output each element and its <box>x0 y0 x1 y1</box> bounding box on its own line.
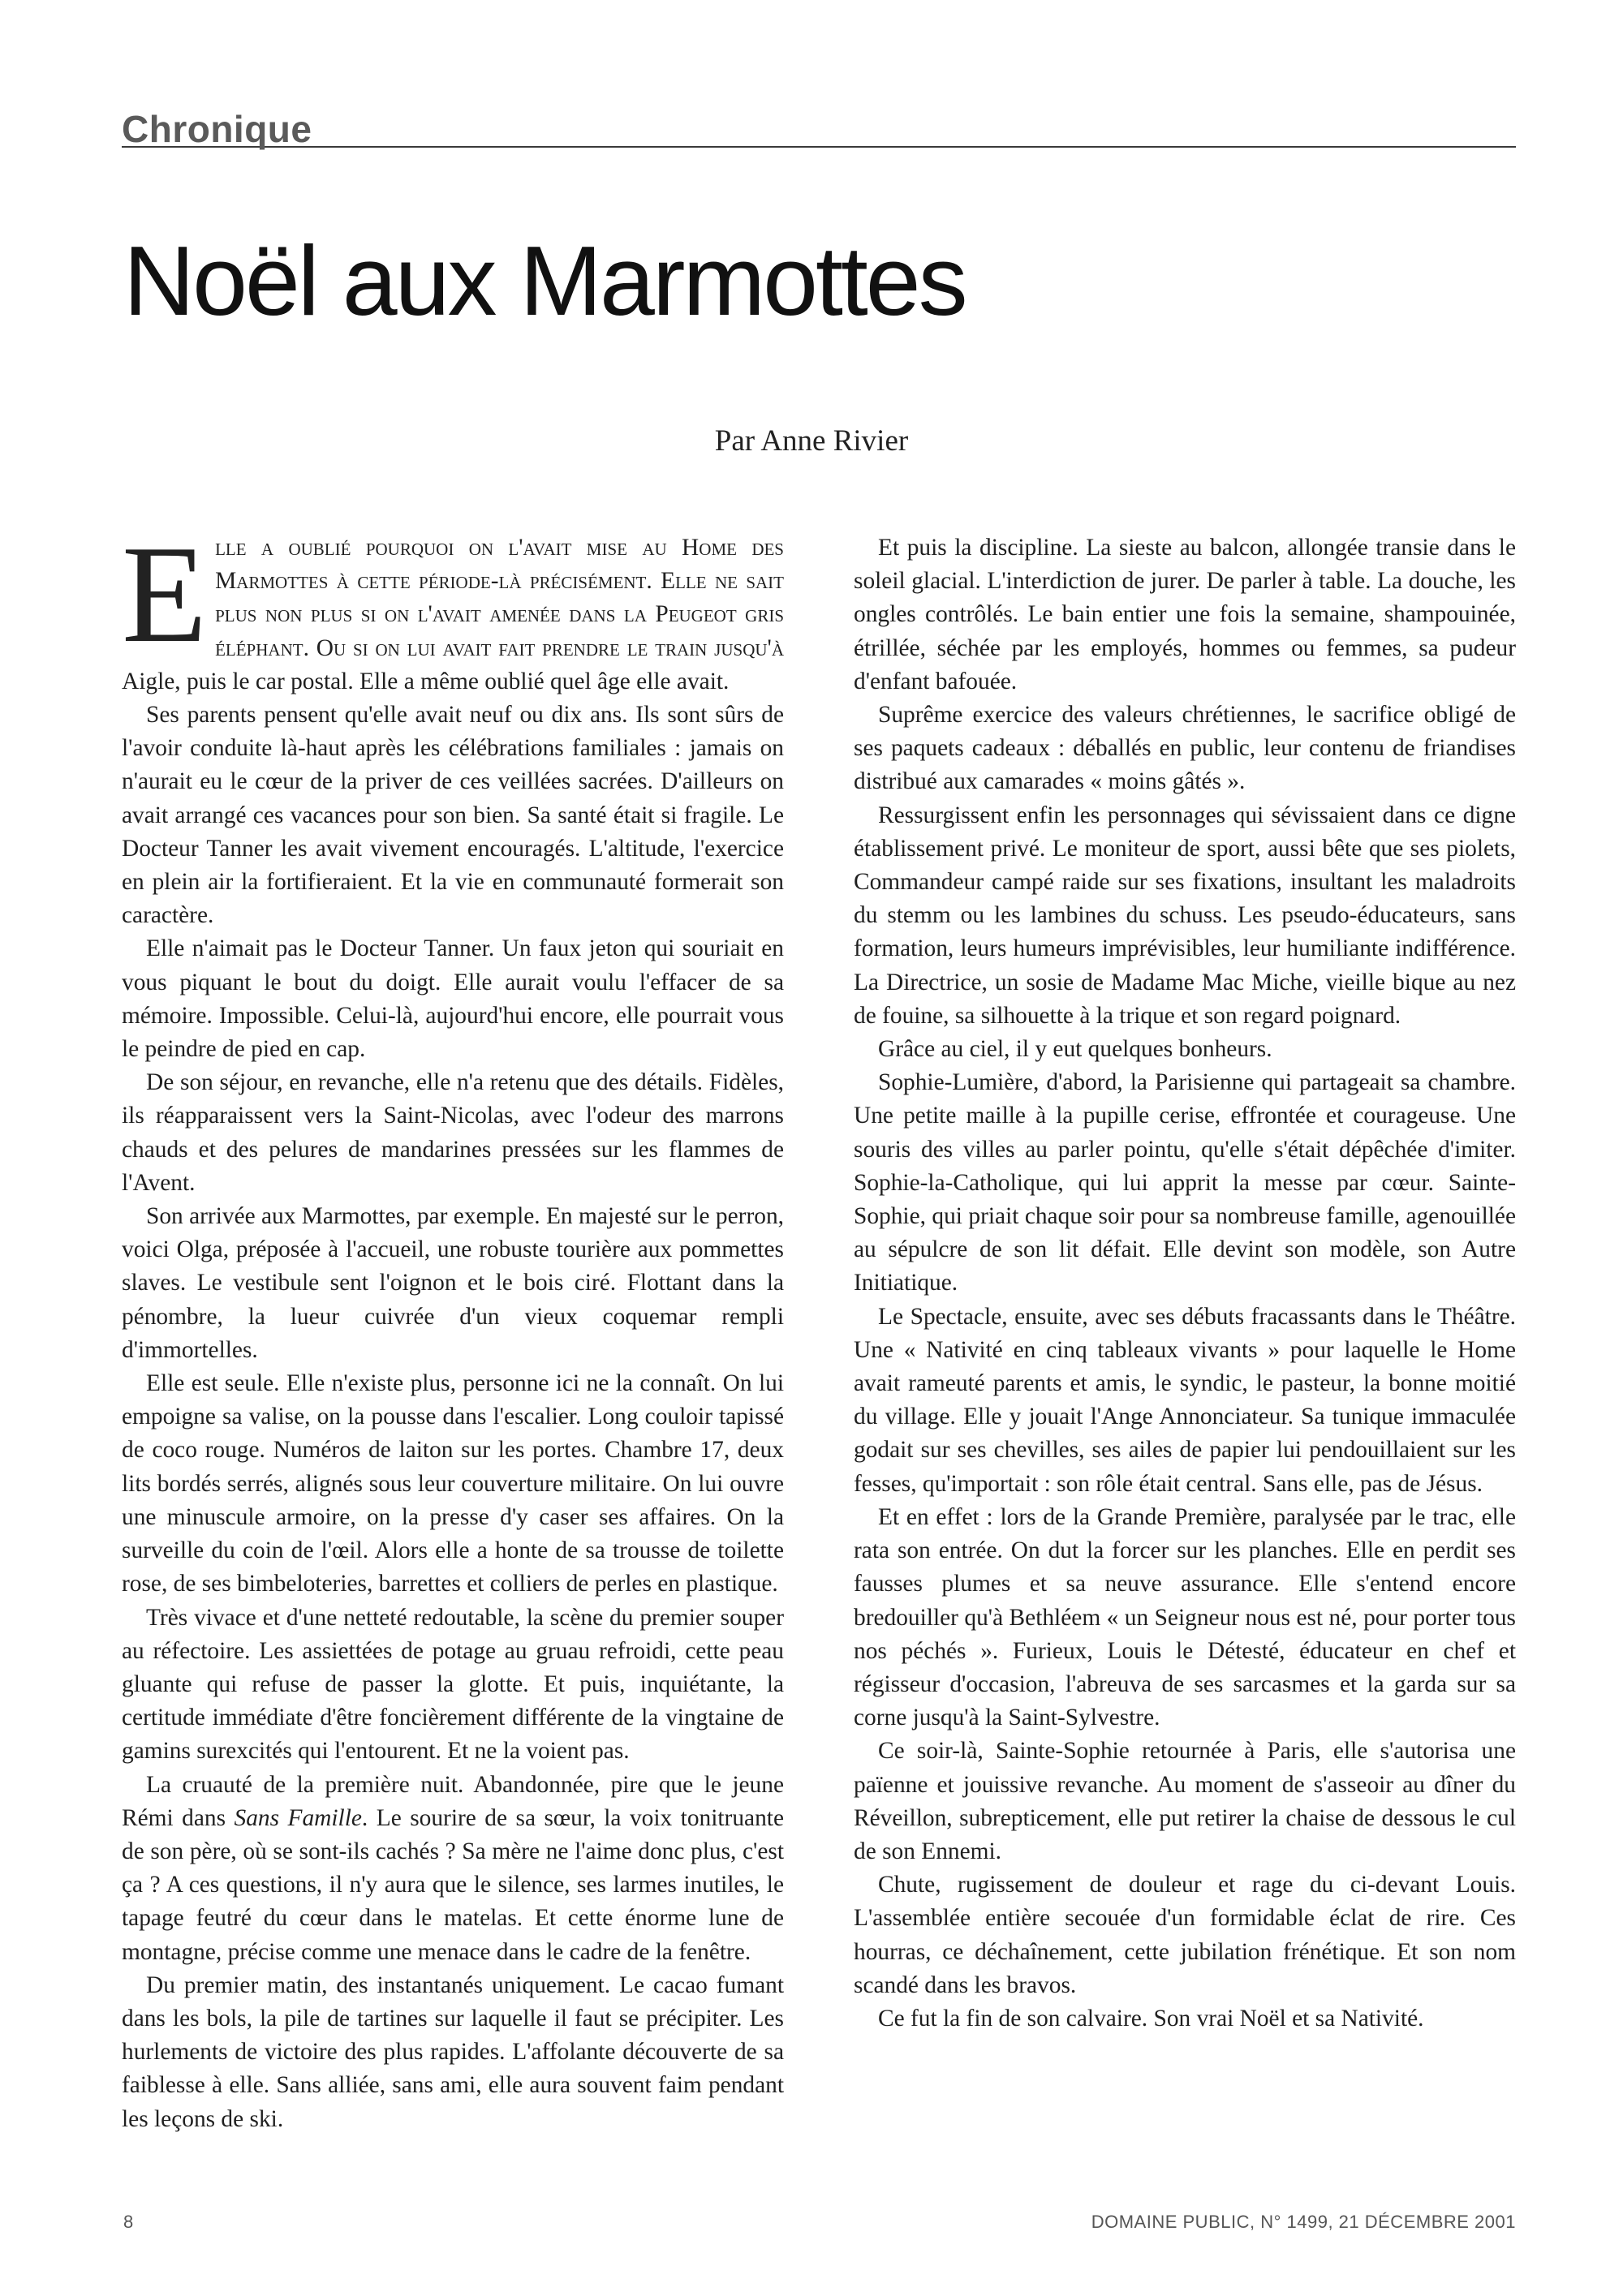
publication-info: DOMAINE PUBLIC, N° 1499, 21 DÉCEMBRE 2001 <box>1091 2212 1516 2232</box>
section-rubric <box>122 104 1516 148</box>
paragraph: Ses parents pensent qu'elle avait neuf ou dix ans. Ils sont sûrs de l'avoir conduite là-haut après les célébrations familiales : jamais on n'aurait eu le cœur de la priver de ces veillées sacrées. D'ailleurs on avait arrangé ces vacances pour son bien. Sa santé était si fragile. Le Docteur Tanner les avait vivement encouragés. L'altitude, l'exercice en plein air la fortifieraient. Et la vie en communauté formerait son caractère. <box>122 702 784 929</box>
paragraph: De son séjour, en revanche, elle n'a retenu que des détails. Fidèles, ils réapparaissent vers la Saint-Nicolas, avec l'odeur des marrons chauds et des pelures de mandarines pressées sur les flammes de l'Avent. <box>122 1069 784 1196</box>
paragraph: Son arrivée aux Marmottes, par exemple. En majesté sur le perron, voici Olga, préposée à l'accueil, une robuste tourière aux pommettes slaves. Le vestibule sent l'oignon et le bois ciré. Flottant dans la pénombre, la lueur cuivrée d'un vieux coquemar rempli d'immortelles. <box>122 1203 784 1363</box>
lead-paragraph <box>122 518 784 699</box>
paragraph-remi <box>122 1769 784 1969</box>
paragraph: Ce soir-là, Sainte-Sophie retournée à Paris, elle s'autorisa une païenne et jouissive revanche. Au moment de s'asseoir au dîner du Réveillon, subrepticement, elle put retirer la chaise de dessous le cul de son Ennemi. <box>854 1738 1516 1864</box>
paragraph: Suprême exercice des valeurs chrétiennes, le sacrifice obligé de ses paquets cadeaux : déballés en public, leur contenu de friandises distribué aux camarades « moins gâtés ». <box>854 702 1516 795</box>
paragraph: Ressurgissent enfin les personnages qui sévissaient dans ce digne établissement privé. Le moniteur de sport, aussi bête que ses piolets, Commandeur campé raide sur ses fixations, insultant les maladroits du stemm ou les lambines du schuss. Les pseudo-éducateurs, sans formation, leurs humeurs imprévisibles, leur humiliante indifférence. La Directrice, un sosie de Madame Mac Miche, vieille bique au nez de fouine, sa silhouette à la trique et son regard poignard. <box>854 802 1516 1029</box>
paragraph: Elle est seule. Elle n'existe plus, personne ici ne la connaît. On lui empoigne sa valise, on la pousse dans l'escalier. Long couloir tapissé de coco rouge. Numéros de laiton sur les portes. Chambre 17, deux lits bordés serrés, alignés sous leur couverture militaire. On lui ouvre une minuscule armoire, on la presse d'y caser ses affaires. On la surveille du coin de l'œil. Alors elle a honte de sa trousse de toilette rose, de ses bimbeloteries, barrettes et colliers de perles en plastique. <box>122 1370 784 1597</box>
article-title: Noël aux Marmottes <box>123 226 966 336</box>
drop-cap: E <box>122 518 208 672</box>
paragraph: Ce fut la fin de son calvaire. Son vrai Noël et sa Nativité. <box>878 2005 1424 2032</box>
remi-before: La cruauté de la première nuit. Abandonnée, pire que le jeune Rémi dans <box>122 1771 784 1831</box>
paragraph: Et puis la discipline. La sieste au balcon, allongée transie dans le soleil glacial. L'interdiction de jurer. De parler à table. La douche, les ongles contrôlés. Le bain entier une fois la semaine, shampouinée, étrillée, séchée par les employés, hommes ou femmes, sa pudeur d'enfant bafouée. <box>854 535 1516 694</box>
paragraph: Elle n'aimait pas le Docteur Tanner. Un faux jeton qui souriait en vous piquant le bout du doigt. Elle aurait voulu l'effacer de sa mémoire. Impossible. Celui-là, aujourd'hui encore, elle pourrait vous le peindre de pied en cap. <box>122 935 784 1063</box>
book-title-italic: Sans Famille <box>234 1804 362 1831</box>
paragraph: Grâce au ciel, il y eut quelques bonheurs. <box>878 1036 1272 1063</box>
rubric-label: Chronique <box>122 108 312 150</box>
page-number: 8 <box>123 2212 134 2232</box>
paragraph: Chute, rugissement de douleur et rage du ci-devant Louis. L'assemblée entière secouée d'un formidable éclat de rire. Ces hourras, ce déchaînement, cette jubilation frénétique. Et son nom scandé dans les bravos. <box>854 1872 1516 1998</box>
lead-smallcaps: lle a oublié pourquoi on l'avait mise au Home des Marmottes à cette période-là précisément. Elle ne sait plus non plus si on l'avait amenée dans la Peugeot gris éléphant. Ou si on lui avait fait prendre le train jusqu'à <box>215 535 784 661</box>
paragraph: Très vivace et d'une netteté redoutable, la scène du premier souper au réfectoire. Les assiettées de potage au gruau refroidi, cette peau gluante qui refuse de passer la glotte. Et puis, inquiétante, la certitude immédiate d'être foncièrement différente de la vingtaine de gamins surexcités qui l'entourent. Et ne la voient pas. <box>122 1604 784 1765</box>
lead-rest: Aigle, puis le car postal. Elle a même oublié quel âge elle avait. <box>122 668 730 694</box>
paragraph: Et en effet : lors de la Grande Première, paralysée par le trac, elle rata son entrée. On dut la forcer sur les planches. Elle en perdit ses fausses plumes et sa neuve assurance. Elle s'entend encore bredouiller qu'à Bethléem « un Seigneur nous est né, pour porter tous nos péchés ». Furieux, Louis le Détesté, éducateur en chef et régisseur d'occasion, l'abreuva de ses sarcasmes et la garda sur sa corne jusqu'à la Saint-Sylvestre. <box>854 1503 1516 1731</box>
article-body <box>122 518 1516 2170</box>
paragraph: Sophie-Lumière, d'abord, la Parisienne qui partageait sa chambre. Une petite maille à la pupille cerise, effrontée et courageuse. Une souris des villes au parler pointu, qu'elle s'était dépêchée d'imiter. Sophie-la-Catholique, qui lui apprit la messe par cœur. Sainte-Sophie, qui priait chaque soir pour sa nombreuse famille, agenouillée au sépulcre de son lit défait. Elle devint son modèle, son Autre Initiatique. <box>854 1069 1516 1296</box>
remi-after: . Le sourire de sa sœur, la voix tonitruante de son père, où se sont-ils cachés ? Sa mère ne l'aime donc plus, c'est ça ? A ces questions, il n'y aura que le silence, ses larmes inutiles, le tapage feutré du cœur dans le matelas. Et cette énorme lune de montagne, précise comme une menace dans le cadre de la fenêtre. <box>122 1804 784 1965</box>
paragraph: Du premier matin, des instantanés uniquement. Le cacao fumant dans les bols, la pile de tartines sur laquelle il faut se précipiter. Les hurlements de victoire des plus rapides. L'affolante découverte de sa faiblesse à elle. Sans alliée, sans ami, elle aura souvent faim pendant les leçons de ski. <box>122 1971 784 2132</box>
paragraph: Le Spectacle, ensuite, avec ses débuts fracassants dans le Théâtre. Une « Nativité en cinq tableaux vivants » pour laquelle le Home avait rameuté parents et amis, le syndic, le pasteur, la bonne moitié du village. Elle y jouait l'Ange Annonciateur. Sa tunique immaculée godait sur ses chevilles, ses ailes de papier lui pendouillaient sur les fesses, qu'importait : son rôle était central. Sans elle, pas de Jésus. <box>854 1303 1516 1497</box>
article-byline: Par Anne Rivier <box>714 424 909 458</box>
